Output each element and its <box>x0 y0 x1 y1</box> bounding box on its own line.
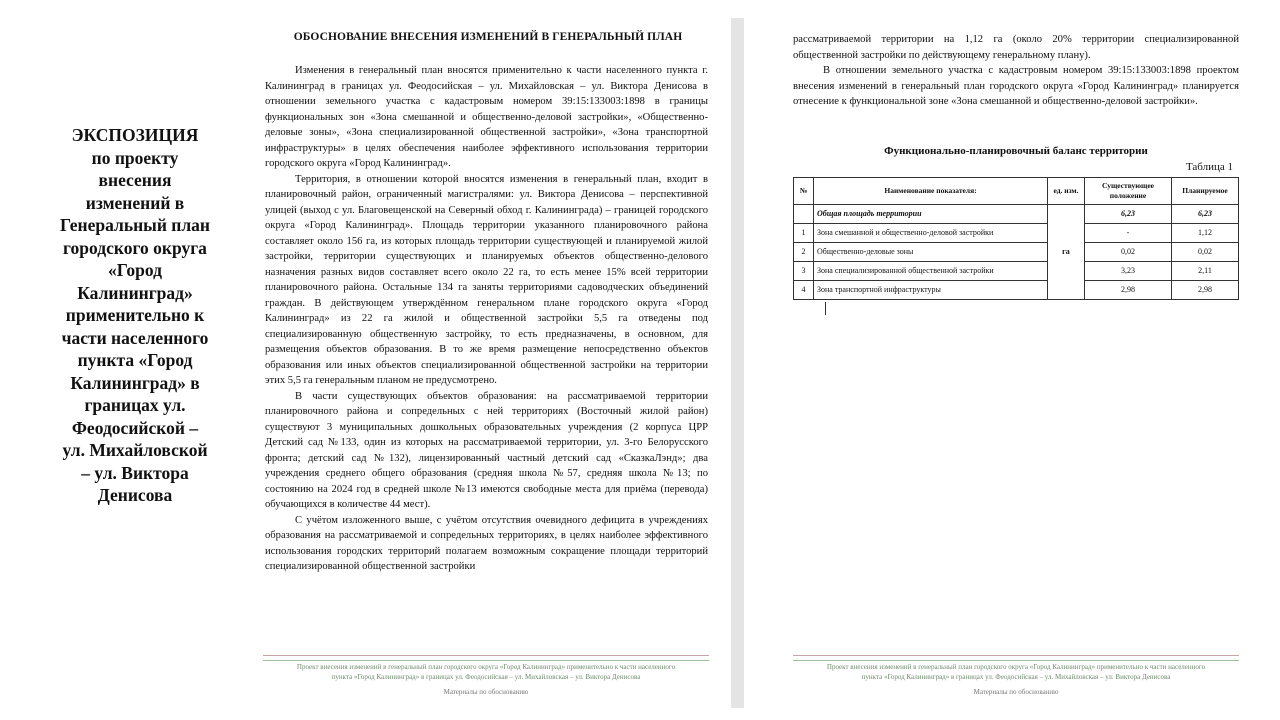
row-number: 1 <box>794 224 814 243</box>
paragraph: Изменения в генеральный план вносятся применительно к части населенного пункта г. Калининград в границах ул. Феодосийская – ул. Михайловская – ул. Виктора Денисова в отношении земельного участка с кадастровым номером 39:15:133003:1898 в границы функциональных зон «Зона смешанной и общественно-деловой застройки», «Общественно-деловые зоны», «Зона специализированной общественной застройки», «Зона транспортной инфраструктуры» в целях обеспечения наиболее эффективного использования территории городского округа «Город Калининград». <box>265 65 708 169</box>
existing-value: 6,23 <box>1085 205 1172 224</box>
table-row <box>794 262 1239 281</box>
row-name: Общая площадь территории <box>814 205 1048 224</box>
footer-divider <box>793 655 1239 661</box>
paragraph: Территория, в отношении которой вносятся изменения в генеральный план, входит в планировочный район, ограниченный магистралями: ул. Виктора Денисова – перспективной улицей (выход с ул. Благовещенской на Северный обход г. Калининграда) – границей городского округа «Город Калининград». Площадь территории указанного планировочного района составляет около 156 га, из которых площадь территории существующей и планируемой жилой застройки, территории существующих и планируемых объектов общественно-делового назначения разных видов составляет всего около 22 га, то есть менее 15% всей территории планировочного района. Остальные 134 га заняты территориями садоводческих объединений граждан. В действующем утверждённом генеральном плане городского округа «Город Калининград» из 22 га жилой и общественной застройки 5,5 га отведены под специализированную общественную застройку, то есть предназначены, в основном, для размещения объектов образования. В то же время размещение непосредственно объектов образования или иных объектов специализированной общественной застройки на территории этих 5,5 га генеральным планом не предусмотрено. <box>265 173 708 386</box>
row-number: 2 <box>794 243 814 262</box>
table-header-row <box>794 178 1239 205</box>
page-heading: ОБОСНОВАНИЕ ВНЕСЕНИЯ ИЗМЕНЕНИЙ В ГЕНЕРАЛЬНЫЙ ПЛАН <box>293 31 683 43</box>
exposition-line: применительно к <box>65 305 205 325</box>
page-footer <box>793 662 1239 682</box>
planned-value: 6,23 <box>1172 205 1239 224</box>
exposition-line: городского округа <box>63 237 207 258</box>
table-caption: Таблица 1 <box>1185 161 1233 173</box>
column-header: Существующее положение <box>1085 178 1172 205</box>
row-name: Зона транспортной инфраструктуры <box>814 281 1048 300</box>
table-row <box>794 224 1239 243</box>
exposition-line: внесения <box>98 170 172 190</box>
exposition-title <box>40 124 230 507</box>
exposition-line: пункта «Город <box>77 350 193 370</box>
table-row <box>794 243 1239 262</box>
document-page-1 <box>255 0 725 705</box>
exposition-line: ЭКСПОЗИЦИЯ <box>71 125 199 145</box>
table-row <box>794 205 1239 224</box>
existing-value: - <box>1085 224 1172 243</box>
existing-value: 3,23 <box>1085 262 1172 281</box>
exposition-line: «Город <box>108 260 162 280</box>
column-header: ед. изм. <box>1048 178 1085 205</box>
footer-subtitle: Материалы по обоснованию <box>443 688 529 696</box>
column-header: Планируемое <box>1172 178 1239 205</box>
exposition-line: по проекту <box>91 147 179 168</box>
paragraph: В отношении земельного участка с кадастровым номером 39:15:133003:1898 проектом внесения изменений в генеральный план городского округа «Город Калининград» планируется отнесение к функциональной зоне «Зона смешанной и общественно-деловой застройки». <box>793 65 1239 107</box>
balance-table <box>793 177 1239 300</box>
footer-line: пункта «Город Калининград» в границах ул. Феодосийская – ул. Михайловская – ул. Виктора Денисова <box>861 673 1171 681</box>
footer-line: пункта «Город Калининград» в границах ул. Феодосийская – ул. Михайловская – ул. Виктора Денисова <box>331 673 641 681</box>
exposition-line: Калининград» в <box>70 372 200 393</box>
existing-value: 2,98 <box>1085 281 1172 300</box>
page-gutter <box>731 18 744 708</box>
footer-line: Проект внесения изменений в генеральный план городского округа «Город Калининград» применительно к части населенного <box>826 663 1206 671</box>
exposition-line: границах ул. <box>84 395 186 415</box>
planned-value: 1,12 <box>1172 224 1239 243</box>
planned-value: 0,02 <box>1172 243 1239 262</box>
footer-line: Проект внесения изменений в генеральный план городского округа «Город Калининград» применительно к части населенного <box>296 663 676 671</box>
page-body <box>265 63 708 575</box>
exposition-line: изменений в <box>85 192 185 213</box>
footer-subtitle: Материалы по обоснованию <box>973 688 1059 696</box>
planned-value: 2,11 <box>1172 262 1239 281</box>
table-title: Функционально-планировочный баланс территории <box>884 145 1148 157</box>
row-number <box>794 205 814 224</box>
existing-value: 0,02 <box>1085 243 1172 262</box>
page-body <box>793 32 1239 110</box>
footer-divider <box>263 655 709 661</box>
row-name: Зона специализированной общественной застройки <box>814 262 1048 281</box>
exposition-line: Калининград» <box>77 282 193 303</box>
unit-cell: га <box>1048 205 1085 300</box>
exposition-line: Феодосийской – <box>71 417 199 438</box>
row-name: Общественно-деловые зоны <box>814 243 1048 262</box>
column-header: Наименование показателя: <box>814 178 1048 205</box>
exposition-line: части населенного <box>61 327 209 348</box>
paragraph: рассматриваемой территории на 1,12 га (около 20% территории специализированной общественной застройки по действующему генеральному плану). <box>793 34 1239 61</box>
document-page-2 <box>785 0 1245 705</box>
exposition-line: ул. Михайловской <box>62 440 208 460</box>
row-number: 3 <box>794 262 814 281</box>
column-header: № <box>794 178 814 205</box>
paragraph: С учётом изложенного выше, с учётом отсутствия очевидного дефицита в учреждениях образования на рассматриваемой и сопредельных территориях, в целях наиболее эффективного использования городских территорий полагаем возможным сокращение площади территорий специализированной общественной застройки <box>265 514 708 572</box>
text-cursor <box>825 302 826 315</box>
exposition-line: Денисова <box>97 485 173 505</box>
exposition-line: – ул. Виктора <box>81 462 189 483</box>
page-footer <box>263 662 709 682</box>
paragraph: В части существующих объектов образования: на рассматриваемой территории планировочного района и сопредельных с ней территориях (Восточный жилой район) существуют 3 муниципальных дошкольных образовательных учреждения (2 корпуса ЦРР Детский сад №133, один из которых на рассматриваемой территории, ул. 3-го Белорусского фронта; детский сад №132), лицензированный частный детский сад «СказкаЛэнд»; два учреждения среднего общего образования (средняя школа №57, средняя школа №13; по состоянию на 2024 год в средней школе №13 имеются свободные места для приёма (перевода) обучающихся в количестве 44 мест). <box>265 390 708 510</box>
exposition-line: Генеральный план <box>59 215 211 235</box>
planned-value: 2,98 <box>1172 281 1239 300</box>
table-row <box>794 281 1239 300</box>
row-number: 4 <box>794 281 814 300</box>
row-name: Зона смешанной и общественно-деловой застройки <box>814 224 1048 243</box>
